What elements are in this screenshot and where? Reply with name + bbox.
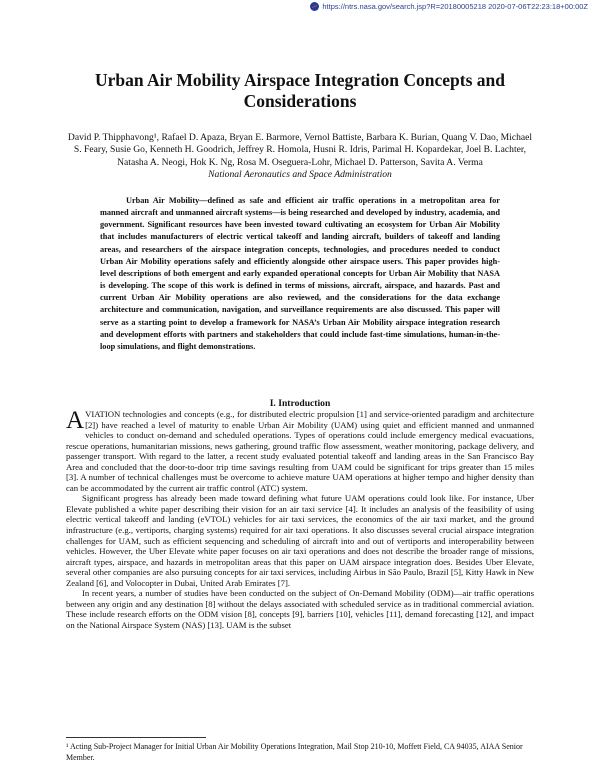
author-list: David P. Thipphavong¹, Rafael D. Apaza, Bryan E. Barmore, Vernol Battiste, Barbara K. Burian, Quang V. Dao, Michael S. Feary, Susie Go, Kenneth H. Goodrich, Jeffrey R. Homola, Husni R. Idris, Parimal H. Kopardekar, Joel B. Lachter, Natasha A. Neogi, Hok K. Ng, Rosa M. Oseguera-Lohr, Michael D. Patterson, Savita A. Verma (67, 132, 533, 168)
intro-paragraph-3: In recent years, a number of studies have been conducted on the subject of On-Demand Mobility (ODM)—air traffic operations between any origin and any destination [8] without the delays associated with scheduled service as in traditional commercial aviation. These include research efforts on the ODM vision [8], concepts [9], barriers [10], vehicles [11], demand forecasting [12], and impact on the National Airspace System (NAS) [13]. UAM is the subset (66, 588, 534, 630)
intro-paragraph-1 (66, 409, 534, 493)
ntrs-logo-icon (310, 2, 319, 11)
drop-cap: A (66, 407, 85, 434)
intro-paragraph-2: Significant progress has already been made toward defining what future UAM operations could look like. For instance, Uber Elevate published a white paper describing their vision for an air taxi service [4]. It includes an analysis of the feasibility of using electric vertical takeoff and landing (eVTOL) vehicles for air taxi services, the economics of the air taxi market, and the ground infrastructure (e.g., vertiports, charging systems) required for air taxi operations. It also discusses several crucial airspace integration challenges for UAM, such as efficient sequencing and scheduling of aircraft into and out of vertiports and interoperability between vehicles. However, the Uber Elevate white paper focuses on air taxi operations and does not describe the broader range of missions, aircraft types, airspace, and hazards in metropolitan areas that this paper on UAM airspace integration does. Besides Uber Elevate, several other companies are also pursuing concepts for air taxi services, including Airbus in São Paulo, Brazil [5], Kitty Hawk in New Zealand [6], and Volocopter in Dubai, United Arab Emirates [7]. (66, 493, 534, 588)
footnote-divider (66, 737, 206, 738)
ntrs-stamp-text: https://ntrs.nasa.gov/search.jsp?R=20180005218 2020-07-06T22:23:18+00:00Z (322, 2, 588, 11)
abstract: Urban Air Mobility—defined as safe and efficient air traffic operations in a metropolitan area for manned aircraft and unmanned aircraft systems—is being researched and developed by industry, academia, and government. Significant resources have been invested toward cultivating an ecosystem for Urban Air Mobility that includes manufacturers of electric vertical takeoff and landing aircraft, builders of takeoff and landing areas, and researchers of the airspace integration concepts, technologies, and procedures needed to conduct Urban Air Mobility operations safely and efficiently alongside other airspace users. This paper provides high-level descriptions of both emergent and early expanded operational concepts for Urban Air Mobility that NASA is developing. The scope of this work is defined in terms of missions, aircraft, airspace, and hazards. Past and current Urban Air Mobility operations are also reviewed, and the considerations for the data exchange architecture and communication, navigation, and surveillance requirements are also discussed. This paper will serve as a starting point to develop a framework for NASA’s Urban Air Mobility airspace integration research and development efforts with partners and stakeholders that could include fast-time simulations, human-in-the-loop simulations, and flight demonstrations. (100, 196, 500, 351)
footnote: ¹ Acting Sub-Project Manager for Initial Urban Air Mobility Operations Integration, Mail Stop 210-10, Moffett Field, CA 94035, AIAA Senior Member. (66, 742, 523, 762)
section-heading-introduction: I. Introduction (269, 398, 331, 409)
paper-title: Urban Air Mobility Airspace Integration Concepts and Considerations (95, 70, 505, 111)
intro-paragraph-1-text: VIATION technologies and concepts (e.g., for distributed electric propulsion [1] and service-oriented paradigm and architecture [2]) have reached a level of maturity to enable Urban Air Mobility (UAM) using quiet and efficient manned and unmanned vehicles to conduct on-demand and scheduled operations. Types of operations could include emergency medical evacuations, rescue operations, humanitarian missions, news gathering, ground traffic flow assessment, weather monitoring, package delivery, and passenger transport. With regard to the latter, a recent study evaluated potential takeoff and landing areas in the San Francisco Bay Area and concluded that the door-to-door trip time savings resulting from UAM could be significant for trips greater than 15 miles [3]. A number of technical challenges must be overcome to achieve mature UAM operations at higher tempo and higher density than can be accommodated by the current air traffic control (ATC) system. (66, 409, 534, 493)
affiliation: National Aeronautics and Space Administration (208, 169, 392, 180)
ntrs-header-stamp (310, 2, 588, 11)
introduction-body (66, 409, 534, 630)
